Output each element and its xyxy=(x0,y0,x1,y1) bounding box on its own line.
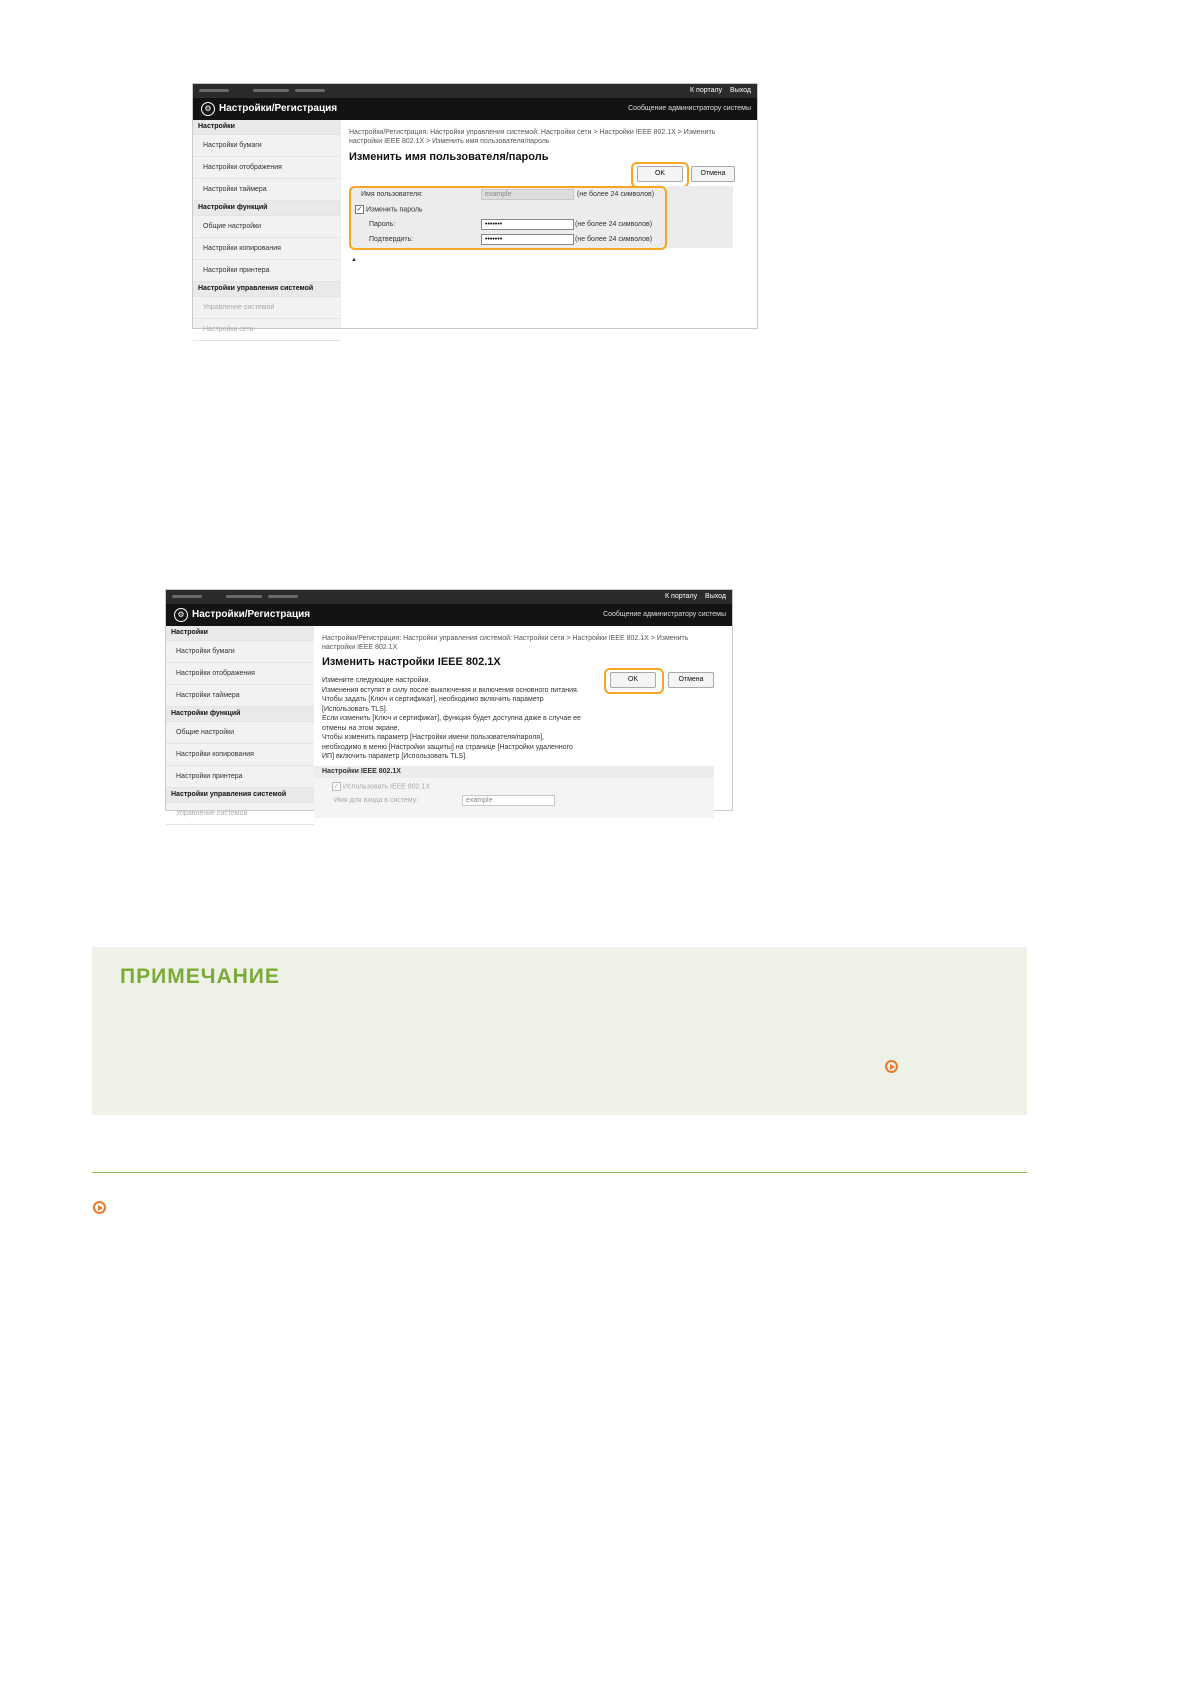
sidebar xyxy=(193,120,342,333)
page-title: Изменить настройки IEEE 802.1X xyxy=(322,656,501,668)
sidebar-item-network[interactable]: Настройки сети xyxy=(193,319,341,341)
sidebar-section: Настройки xyxy=(193,120,341,135)
top-bar xyxy=(193,84,757,98)
password-hint: (не более 24 символов) xyxy=(575,221,653,228)
breadcrumb: Настройки/Регистрация: Настройки управления системой: Настройки сети > Настройки IEEE 802.1X > Изменить настройки IEEE 802.1X xyxy=(322,635,689,651)
note-box xyxy=(92,947,1027,1115)
sidebar-section: Настройки функций xyxy=(193,201,341,216)
sidebar-item-common[interactable]: Общие настройки xyxy=(193,216,341,238)
sidebar xyxy=(166,626,315,817)
login-field: example xyxy=(462,795,555,806)
portal-link[interactable]: К порталу xyxy=(690,87,723,94)
settings-logo-icon: ⚙ xyxy=(201,102,215,116)
password-label: Пароль: xyxy=(369,221,396,228)
info-line: необходимо в меню [Настройки защиты] на странице [Настройки удаленного xyxy=(322,743,573,751)
sidebar-item-timer[interactable]: Настройки таймера xyxy=(166,685,314,707)
sidebar-item-paper[interactable]: Настройки бумаги xyxy=(166,641,314,663)
logout-link[interactable]: Выход xyxy=(705,593,726,600)
sidebar-item-printer[interactable]: Настройки принтера xyxy=(193,260,341,282)
main-content xyxy=(341,120,757,328)
sidebar-section: Настройки управления системой xyxy=(166,788,314,803)
username-label: Имя пользователя: xyxy=(361,191,423,198)
username-hint: (не более 24 символов) xyxy=(577,191,655,198)
cancel-button[interactable]: Отмена xyxy=(691,166,735,182)
sidebar-item-system-management[interactable]: Управление системой xyxy=(193,297,341,319)
link-arrow-icon[interactable] xyxy=(885,1060,898,1073)
screenshot-change-ieee8021x-settings xyxy=(165,589,733,817)
info-line: [Использовать TLS]. xyxy=(322,705,388,713)
cancel-button[interactable]: Отмена xyxy=(668,672,714,688)
use-ieee-checkbox[interactable]: ✓ xyxy=(333,783,340,790)
back-to-top-icon[interactable]: ▲ xyxy=(351,257,357,263)
confirm-field[interactable]: ••••••• xyxy=(481,234,574,245)
info-line: Если изменить [Ключ и сертификат], функция будет доступна даже в случае ее xyxy=(322,715,581,722)
logout-link[interactable]: Выход xyxy=(730,87,751,94)
login-label: Имя для входа в систему: xyxy=(334,797,419,804)
main-content xyxy=(314,626,732,810)
section-header-label: Настройки IEEE 802.1X xyxy=(322,768,401,775)
ok-button[interactable]: OK xyxy=(610,672,656,688)
info-line: отмены на этом экране. xyxy=(322,724,400,732)
section-header xyxy=(314,766,714,778)
sidebar-item-display[interactable]: Настройки отображения xyxy=(193,157,341,179)
note-heading: ПРИМЕЧАНИЕ xyxy=(120,965,280,988)
sidebar-item-timer[interactable]: Настройки таймера xyxy=(193,179,341,201)
info-line: Измените следующие настройки. xyxy=(322,677,431,684)
use-ieee-label: Использовать IEEE 802.1X xyxy=(343,783,431,791)
app-header xyxy=(166,604,732,626)
app-title: Настройки/Регистрация xyxy=(192,609,311,620)
page-title: Изменить имя пользователя/пароль xyxy=(349,151,549,163)
sidebar-item-common[interactable]: Общие настройки xyxy=(166,722,314,744)
sidebar-item-system-management[interactable]: Управление системой xyxy=(166,803,314,825)
username-field: example xyxy=(481,189,574,200)
info-line: Чтобы изменить параметр [Настройки имени пользователя/пароля], xyxy=(322,734,544,741)
info-line: Чтобы задать [Ключ и сертификат], необходимо включить параметр xyxy=(322,696,544,703)
sidebar-item-copy[interactable]: Настройки копирования xyxy=(193,238,341,260)
section-divider xyxy=(92,1172,1027,1173)
sidebar-section: Настройки функций xyxy=(166,707,314,722)
change-password-row xyxy=(355,205,423,214)
info-line: ИП] включить параметр [Использовать TLS]. xyxy=(322,753,468,760)
sidebar-item-display[interactable]: Настройки отображения xyxy=(166,663,314,685)
admin-message-link[interactable]: Сообщение администратору системы xyxy=(628,105,751,112)
sidebar-item-copy[interactable]: Настройки копирования xyxy=(166,744,314,766)
change-password-label: Изменить пароль xyxy=(366,206,423,214)
change-password-checkbox[interactable]: ✓ xyxy=(356,206,363,213)
sidebar-section: Настройки управления системой xyxy=(193,282,341,297)
app-title: Настройки/Регистрация xyxy=(219,103,338,114)
top-bar xyxy=(166,590,732,604)
link-arrow-icon[interactable] xyxy=(93,1201,106,1214)
info-line: Изменения вступят в силу после выключения и включения основного питания. xyxy=(322,686,579,694)
settings-logo-icon: ⚙ xyxy=(174,608,188,622)
app-header xyxy=(193,98,757,120)
sidebar-item-paper[interactable]: Настройки бумаги xyxy=(193,135,341,157)
portal-link[interactable]: К порталу xyxy=(665,593,698,600)
use-ieee-row xyxy=(332,782,430,791)
password-field[interactable]: ••••••• xyxy=(481,219,574,230)
confirm-label: Подтвердить: xyxy=(369,236,414,243)
confirm-hint: (не более 24 символов) xyxy=(575,236,653,243)
screenshot-change-username-password xyxy=(192,83,758,333)
sidebar-item-printer[interactable]: Настройки принтера xyxy=(166,766,314,788)
breadcrumb: Настройки/Регистрация: Настройки управления системой: Настройки сети > Настройки IEEE 802.1X > Изменить настройки IEEE 802.1X > Изменить имя пользователя/пароль xyxy=(349,129,716,145)
admin-message-link[interactable]: Сообщение администратору системы xyxy=(603,611,726,618)
ok-button[interactable]: OK xyxy=(637,166,683,182)
sidebar-section: Настройки xyxy=(166,626,314,641)
